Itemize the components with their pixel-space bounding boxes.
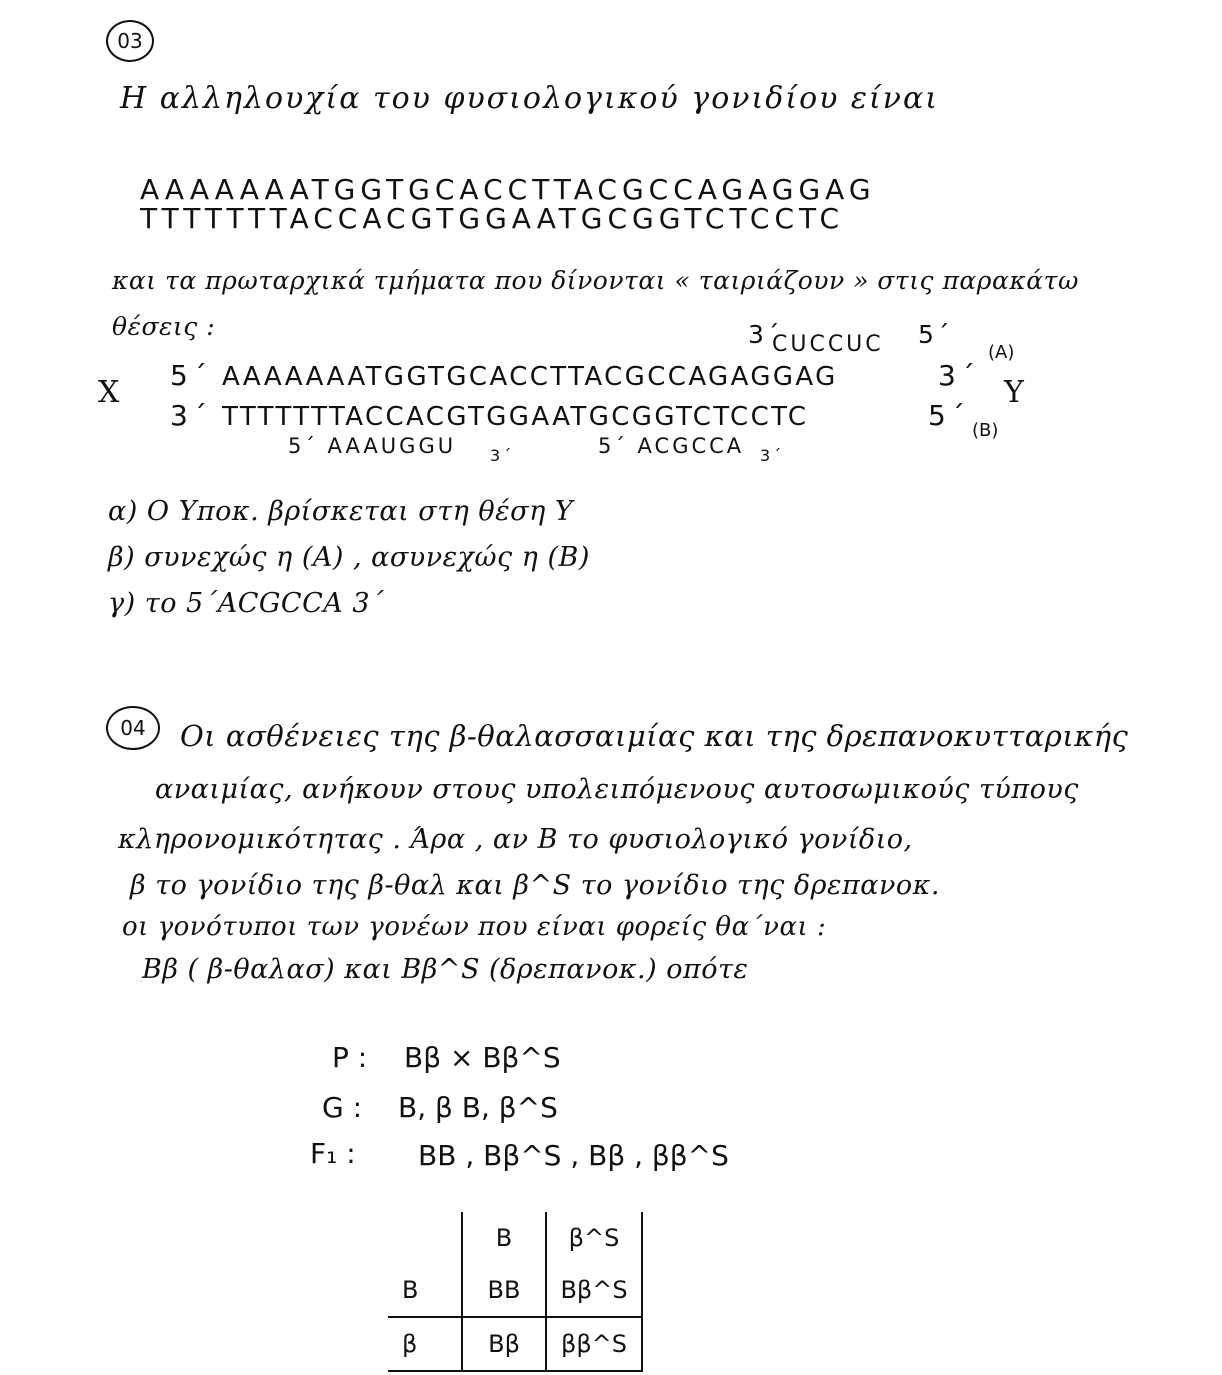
answer-b: β) συνεχώς η (Α) , ασυνεχώς η (Β) <box>108 542 590 573</box>
answer-a: α) Ο Υποκ. βρίσκεται στη θέση Υ <box>108 496 574 527</box>
q4-line2: αναιμίας, ανήκουν στους υπολειπόμενους αυτοσωμικούς τύπους <box>155 774 1079 805</box>
primer-b1-sequence: 5΄ AAAUGGU <box>288 434 457 458</box>
label-a: (A) <box>988 342 1015 363</box>
q4-line5: οι γονότυποι των γονέων που είναι φορείς θα΄ναι : <box>122 912 827 942</box>
punnett-row <box>388 1317 642 1371</box>
primer-b2-sequence: 5΄ ACGCCA <box>598 434 745 458</box>
cross-g-label: G : <box>322 1091 363 1124</box>
punnett-cell: ΒΒ <box>462 1264 546 1317</box>
q4-line3: κληρονομικότητας . Άρα , αν Β το φυσιολογικό γονίδιο, <box>118 824 913 855</box>
punnett-cell: ββ^S <box>546 1317 642 1371</box>
punnett-cell: Ββ <box>462 1317 546 1371</box>
punnett-row <box>388 1264 642 1317</box>
gene-sequence-top: AAAAAAATGGTGCACCTTACGCCAGAGGAG <box>140 173 876 206</box>
cross-g-value: Β, β Β, β^S <box>398 1091 558 1124</box>
punnett-row-header: Β <box>388 1264 462 1317</box>
primer-b1-3-end: 3΄ <box>490 446 515 465</box>
cross-p-label: P : <box>332 1041 368 1074</box>
q3-intro: Η αλληλουχία του φυσιολογικού γονιδίου είναι <box>120 81 940 116</box>
primer-a-3-end: 3΄ <box>748 320 783 349</box>
cross-f-value: ΒΒ , Ββ^S , Ββ , ββ^S <box>418 1139 729 1172</box>
question-number-04-text: 04 <box>120 716 146 740</box>
question-number-04 <box>106 706 160 750</box>
cross-p-value: Ββ × Ββ^S <box>404 1041 561 1074</box>
strand1-3-end: 3΄ <box>938 359 980 392</box>
punnett-row-header: β <box>388 1317 462 1371</box>
q3-text-line2: θέσεις : <box>112 312 216 341</box>
strand2-5-end: 5΄ <box>928 399 970 432</box>
strand2-3-end: 3΄ <box>170 399 212 432</box>
cross-f-label: F₁ : <box>310 1137 356 1170</box>
q3-text-line1: και τα πρωταρχικά τμήματα που δίνονται « ταιριάζουν » στις παρακάτω <box>112 266 1079 295</box>
primer-b2-3-end: 3΄ <box>760 446 785 465</box>
q4-line4: β το γονίδιο της β-θαλ και β^S το γονίδιο της δρεπανοκ. <box>130 870 940 901</box>
q4-line6: Ββ ( β-θαλασ) και Ββ^S (δρεπανοκ.) οπότε <box>142 954 749 985</box>
primer-a-sequence: CUCCUC <box>772 332 884 357</box>
question-number-03 <box>106 20 154 62</box>
punnett-header-row <box>388 1212 642 1264</box>
strand1-5-end: 5΄ <box>170 359 212 392</box>
label-x: X <box>98 375 120 410</box>
punnett-header-cell: Β <box>462 1212 546 1264</box>
q4-line1: Οι ασθένειες της β-θαλασσαιμίας και της δρεπανοκυτταρικής <box>180 719 1129 753</box>
punnett-corner <box>388 1212 462 1264</box>
label-y: Y <box>1004 375 1025 410</box>
strand2-sequence: TTTTTTTACCACGTGGAATGCGGTCTCCTC <box>222 402 809 432</box>
strand1-sequence: AAAAAAATGGTGCACCTTACGCCAGAGGAG <box>222 362 838 392</box>
primer-a-5-end: 5΄ <box>918 320 953 349</box>
label-b: (B) <box>972 420 999 441</box>
gene-sequence-bottom: TTTTTTTACCACGTGGAATGCGGTCTCCTC <box>140 202 845 235</box>
punnett-header-cell: β^S <box>546 1212 642 1264</box>
question-number-03-text: 03 <box>117 29 143 53</box>
answer-c: γ) το 5΄ACGCCA 3΄ <box>108 588 385 619</box>
punnett-square <box>388 1212 643 1372</box>
punnett-cell: Ββ^S <box>546 1264 642 1317</box>
